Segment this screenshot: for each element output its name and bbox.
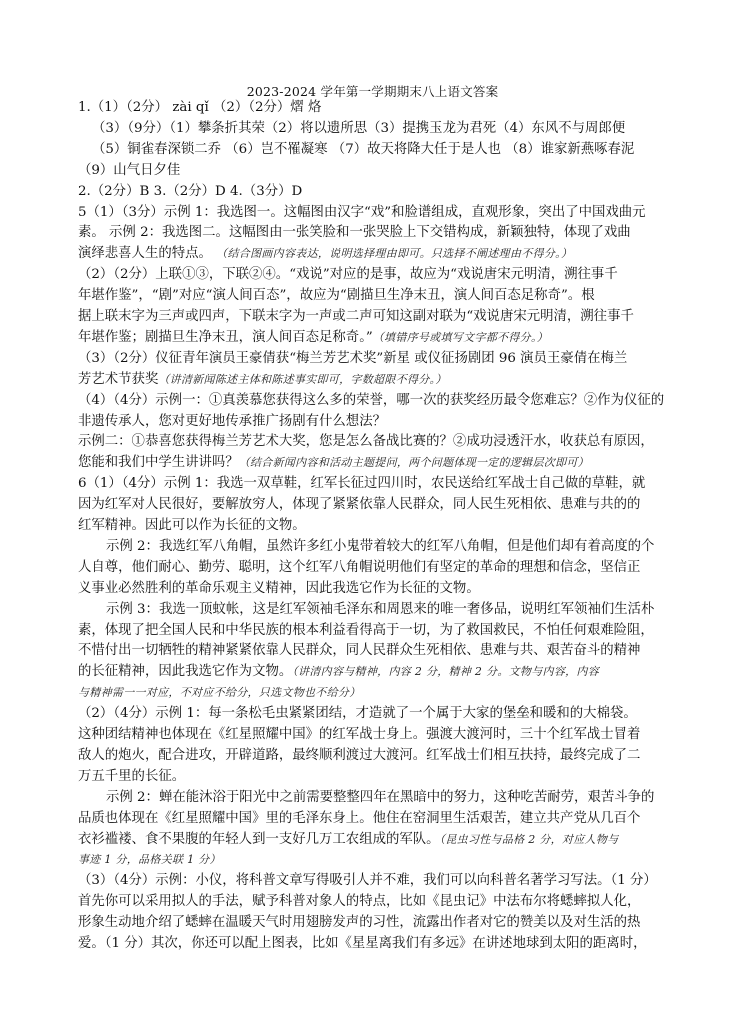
text-line <box>78 350 627 368</box>
text-line <box>78 99 321 117</box>
line-text: 不惜付出一切牺牲的精神紧紧依靠人民群众，同人民群众生死相依、患难与共、艰苦奋斗的精神 <box>78 643 641 659</box>
text-line <box>78 454 589 472</box>
text-line <box>78 308 634 326</box>
line-text: （2）（4分）示例 1：每一条松毛虫紧紧团结，才造就了一个属于大家的堡垒和暖和的大棉袋。 <box>78 706 637 722</box>
line-text: （3）（9分）（1）攀条折其荣（2）将以遗所思（3）提携玉龙为君死（4）东风不与周郎便 <box>92 120 626 136</box>
text-line <box>78 287 595 305</box>
line-text: 示例二：①恭喜您获得梅兰芳艺术大奖，您是怎么备战比赛的？②成功浸透汗水，收获总有原因， <box>78 434 654 450</box>
text-line <box>78 371 447 389</box>
text-line <box>78 224 631 242</box>
line-text: （5）铜雀春深锁二乔 （6）岂不罹凝寒 （7）故天将降大任于是人也 （8）谁家新燕啄春泥 <box>92 141 635 157</box>
line-text: 非遗传承人，您对更好地传承推广扬剧有什么想法？ <box>78 413 386 429</box>
line-text: 素，体现了把全国人民和中华民族的根本利益看得高于一切，为了救国救民，不怕任何艰难险阻， <box>78 622 654 638</box>
line-text: 素。 示例 2：我选图二。这幅图由一张笑脸和一张哭脸上下交错构成，新颖独特，体现了戏曲 <box>78 225 631 241</box>
text-line <box>106 538 654 556</box>
text-line <box>78 496 640 514</box>
text-line <box>78 162 180 180</box>
text-line <box>78 392 664 410</box>
text-line <box>78 663 599 681</box>
line-text: 首先你可以采用拟人的手法，赋予科普对象人的特点，比如《昆虫记》中法布尔将蟋蟀拟人化， <box>78 894 641 910</box>
text-line <box>78 329 548 347</box>
text-line <box>78 831 618 849</box>
text-line <box>78 245 572 263</box>
line-text: 因为红军对人民很好，要解放穷人，体现了紧紧依靠人民群众，同人民生死相依、患难与共的的 <box>78 497 641 513</box>
text-line <box>78 433 654 451</box>
text-line <box>78 559 640 577</box>
line-text: 年堪作鉴”，“剧”对应“演人间百态”，故应为“剧描旦生净末丑，演人间百态足称奇”。根 <box>78 288 595 304</box>
line-text: （3）（2分）仪征青年演员王豪倩获“梅兰芳艺术奖”新星 或仪征扬剧团 96 演员王豪倩在梅兰 <box>78 350 628 366</box>
text-line <box>92 120 625 138</box>
line-text: 万五千里的长征。 <box>78 768 186 784</box>
text-line <box>78 872 657 890</box>
line-text: 年堪作鉴；剧描旦生净末丑，演人间百态足称奇。” <box>78 329 373 345</box>
line-text: 您能和我们中学生讲讲吗？ <box>78 455 239 471</box>
line-text: 5（1）（3分）示例 1：我选图一。这幅图由汉字“戏”和脸谱组成，直观形象，突出了中国戏曲元 <box>78 204 646 220</box>
text-line <box>78 810 640 828</box>
text-line <box>78 517 306 535</box>
line-text: 据上联末字为三声或四声，下联末字为一声或二声可知这副对联为“戏说唐宋元明清，溯往事千 <box>78 309 634 324</box>
text-line <box>78 642 640 660</box>
text-line <box>78 914 640 932</box>
text-line <box>78 768 185 786</box>
line-text: 的长征精神，因此我选它作为文物。 <box>78 664 293 680</box>
line-text: 红军精神。因此可以作为长征的文物。 <box>78 518 306 533</box>
text-line <box>78 266 618 284</box>
line-text: 义事业必然胜利的革命乐观主义精神，因此我选它作为长征的文物。 <box>78 580 480 596</box>
line-text: （4）（4分）示例一：①真羡慕您获得这么多的荣誉，哪一次的获奖经历最令您难忘？②作为仪征的 <box>78 392 665 408</box>
text-line <box>78 684 361 702</box>
line-text: （9）山气日夕佳 <box>78 162 181 178</box>
scoring-note: （讲清新闻陈述主体和陈述事实即可，字数超限不得分。） <box>158 372 447 386</box>
line-text: 衣衫褴褛、食不果腹的年轻人到一支好几万工农组成的军队。 <box>78 831 440 847</box>
scoring-note: （讲清内容与精神，内容 2 分，精神 2 分。文物与内容，内容 <box>292 665 600 679</box>
line-text: 示例 3：我选一顶蚊帐，这是红军领袖毛泽东和周恩来的唯一奢侈品，说明红军领袖们生活朴 <box>106 601 655 617</box>
line-text: 1.（1）（2分） zài qǐ （2）（2分）熠 烙 <box>78 100 322 115</box>
text-line <box>78 705 637 723</box>
scoring-note: （结合新闻内容和活动主题提问，两个问题体现一定的逻辑层次即可） <box>238 456 589 470</box>
line-text: （2）（2分）上联①③，下联②④。“戏说”对应的是事，故应为“戏说唐宋元明清，溯往事千 <box>78 267 618 283</box>
scoring-note: 事迹 1 分，品格关联 1 分） <box>78 853 221 867</box>
text-line <box>78 935 646 953</box>
text-line <box>78 413 386 431</box>
text-line <box>78 183 302 201</box>
scoring-note: （填错序号或填写文字都不得分。） <box>372 330 549 344</box>
line-text: 芳艺术节获奖 <box>78 371 159 387</box>
text-line <box>78 622 654 640</box>
line-text: 敌人的炮火，配合进攻，开辟道路，最终顺利渡过大渡河。红军战士们相互扶持，最终完成了二 <box>78 747 641 763</box>
text-line <box>92 141 634 159</box>
line-text: 6（1）（4分）示例 1：我选一双草鞋，红军长征过四川时，农民送给红军战士自己做的草鞋，就 <box>78 476 646 492</box>
line-text: 示例 2：蝉在能沐浴于阳光中之前需要整整四年在黑暗中的努力，这种吃苦耐劳，艰苦斗争的 <box>106 789 655 805</box>
line-text: 人自尊，他们耐心、勤劳、聪明，这个红军八角帽说明他们有坚定的革命的理想和信念，坚信正 <box>78 559 641 575</box>
text-line <box>78 580 480 598</box>
text-line <box>78 475 645 493</box>
line-text: 爱。（1 分）其次，你还可以配上图表，比如《星星离我们有多远》在讲述地球到太阳的距离时， <box>78 936 647 951</box>
text-line <box>106 789 654 807</box>
line-text: 形象生动地介绍了蟋蟀在温暖天气时用翅膀发声的习性，流露出作者对它的赞美以及对生活的热 <box>78 915 641 931</box>
line-text: 示例 2：我选红军八角帽，虽然许多红小鬼带着较大的红军八角帽，但是他们却有着高度的个 <box>106 538 655 554</box>
text-line <box>78 747 640 765</box>
document-title: 2023-2024 学年第一学期期末八上语文答案 <box>246 84 499 99</box>
text-line <box>78 726 640 744</box>
text-line <box>78 893 640 911</box>
scoring-note: （结合图画内容表达，说明选择理由即可。只选择不阐述理由不得分。） <box>216 247 573 261</box>
scoring-note: 与精神需一一对应，不对应不给分，只选文物也不给分） <box>78 686 361 700</box>
line-text: （3）（4分）示例：小仪，将科普文章写得吸引人并不难，我们可以向科普名著学习写法。（1 分） <box>78 873 657 889</box>
line-text: 2.（2分）B 3.（2分）D 4.（3分）D <box>78 183 303 199</box>
scoring-note: （昆虫习性与品格 2 分，对应人物与 <box>439 832 619 846</box>
line-text: 品质也体现在《红星照耀中国》里的毛泽东身上。他住在窑洞里生活艰苦，建立共产党从几百个 <box>78 810 641 826</box>
text-line <box>78 204 646 222</box>
text-line <box>106 601 654 619</box>
line-text: 这种团结精神也体现在《红星照耀中国》的红军战士身上。强渡大渡河时，三十个红军战士冒着 <box>78 727 641 742</box>
text-line <box>78 851 221 869</box>
line-text: 演绎悲喜人生的特点。 <box>78 246 217 262</box>
